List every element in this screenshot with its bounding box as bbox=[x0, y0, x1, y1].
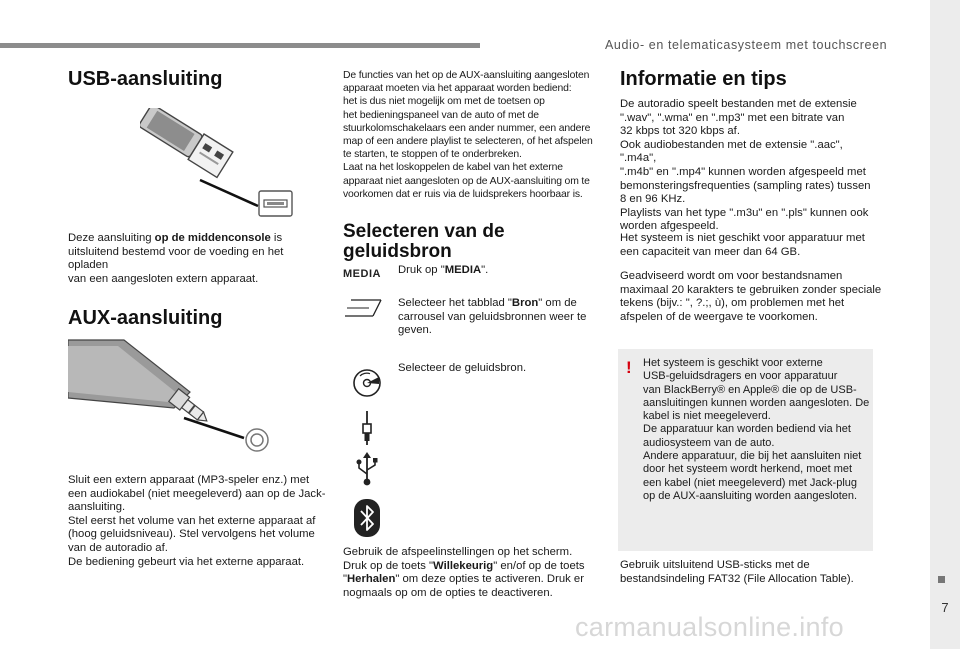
playback-text-end: " om deze opties te activeren. Druk er nogmaals op om de opties te deactiveren. bbox=[343, 573, 584, 599]
section-header-title: Audio- en telematicasysteem met touchscreen bbox=[605, 38, 888, 52]
step-press-media-end: ". bbox=[481, 264, 489, 276]
tips-formats: De autoradio speelt bestanden met de extensie ".wav", ".wma" en ".mp3" met een bitrate van 32 kbps tot 320 kbps af. Ook audiobestanden met de extensie ".aac", ".m4a", ".m4b" en ".mp4" kunnen worden afgespeeld met bemonsteringsfrequenties (sampling rates) tussen 8 en 96 KHz. Playlists van het type ".m3u" en ".pls" kunnen ook worden afgespeeld. bbox=[620, 98, 871, 233]
usb-icon bbox=[352, 452, 382, 486]
watermark: carmanualsonline.info bbox=[575, 612, 844, 642]
page-number: 7 bbox=[941, 600, 949, 615]
warning-text: Het systeem is geschikt voor externe USB-geluidsdragers en voor apparatuur van BlackBerry® en Apple® die op de USB- aansluitingen kunnen worden aangesloten. De kabel is niet meegeleverd. De apparatuur kan worden bediend via het audiosysteem van de auto. Andere apparatuur, die bij het aansluiten niet door het systeem wordt herkend, moet met een kabel (niet meegeleverd) met Jack-plug op de AUX-aansluiting worden aangesloten. bbox=[643, 357, 870, 502]
step-press-media-start: Druk op " bbox=[398, 264, 445, 276]
tips-filenames: Geadviseerd wordt om voor bestandsnamen maximaal 20 karakters te gebruiken zonder speciale tekens (bijv.: ", ?.;, ù), om problemen met het afspelen of de weergave te voorkomen. bbox=[620, 270, 882, 323]
step-press-media-bold: MEDIA bbox=[444, 264, 482, 276]
usb-text-bold: op de middenconsole bbox=[154, 232, 271, 244]
jack-icon bbox=[356, 410, 378, 446]
playback-settings-line: Gebruik de afspeelinstellingen op het scherm. bbox=[343, 546, 573, 558]
usb-heading: USB-aansluiting bbox=[68, 68, 223, 90]
header-rule bbox=[0, 43, 480, 48]
source-selection-heading: Selecteren van de geluidsbron bbox=[343, 221, 505, 262]
aux-control-note: De functies van het op de AUX-aansluiting aangesloten apparaat moeten via het apparaat worden bediend: het is dus niet mogelijk om met de toetsen op het bedieningspaneel van de auto of met de stuurkolomschakelaars een ander nummer, een andere map of een andere playlist te selecteren, of het afspelen te starten, te stoppen of te onderbreken. Laat na het loskoppelen de kabel van het externe apparaat niet aangesloten op de AUX-aansluiting om te voorkomen dat er ruis via de luidsprekers hoorbaar is. bbox=[343, 70, 593, 200]
bluetooth-icon bbox=[353, 498, 381, 538]
step-select-source: Selecteer de geluidsbron. bbox=[398, 362, 527, 374]
playback-settings-text bbox=[343, 546, 613, 600]
usb-description bbox=[68, 232, 326, 286]
tips-heading: Informatie en tips bbox=[620, 68, 787, 90]
step-press-media bbox=[398, 264, 608, 278]
aux-description: Sluit een extern apparaat (MP3-speler enz.) met een audiokabel (niet meegeleverd) aan op de Jack- aansluiting. Stel eerst het volume van het externe apparaat af (hoog geluidsniveau). Stel vervolgens het volume van de autoradio af. De bediening gebeurt via het externe apparaat. bbox=[68, 474, 326, 568]
step-select-tab-end: " om de carrousel van geluidsbronnen weer te geven. bbox=[398, 297, 587, 337]
step-select-tab bbox=[398, 297, 608, 338]
tab-icon bbox=[343, 298, 383, 318]
playback-text-start: Druk op de toets " bbox=[343, 559, 434, 572]
usb-plug-illustration bbox=[140, 108, 300, 220]
media-key-label: MEDIA bbox=[343, 268, 381, 280]
shuffle-key-label: Willekeurig bbox=[433, 559, 494, 572]
page-side-strip bbox=[930, 0, 960, 649]
page-marker bbox=[938, 576, 945, 583]
usb-text-start: Deze aansluiting bbox=[68, 232, 155, 244]
playback-text-mid: " en/of op de toets " bbox=[343, 559, 585, 586]
usb-text-end: is uitsluitend bestemd voor de voeding en het opladen van een aangesloten extern apparaat. bbox=[68, 232, 284, 285]
aux-jack-illustration bbox=[68, 338, 278, 456]
repeat-key-label: Herhalen bbox=[347, 573, 396, 586]
warning-icon: ! bbox=[626, 358, 632, 377]
tips-usb-format: Gebruik uitsluitend USB-sticks met de bestandsindeling FAT32 (File Allocation Table). bbox=[620, 559, 854, 585]
step-select-tab-bold: Bron bbox=[511, 297, 539, 309]
cd-icon bbox=[352, 368, 382, 398]
aux-heading: AUX-aansluiting bbox=[68, 307, 223, 329]
step-select-tab-start: Selecteer het tabblad " bbox=[398, 297, 512, 309]
tips-capacity: Het systeem is niet geschikt voor apparatuur met een capaciteit van meer dan 64 GB. bbox=[620, 232, 865, 258]
